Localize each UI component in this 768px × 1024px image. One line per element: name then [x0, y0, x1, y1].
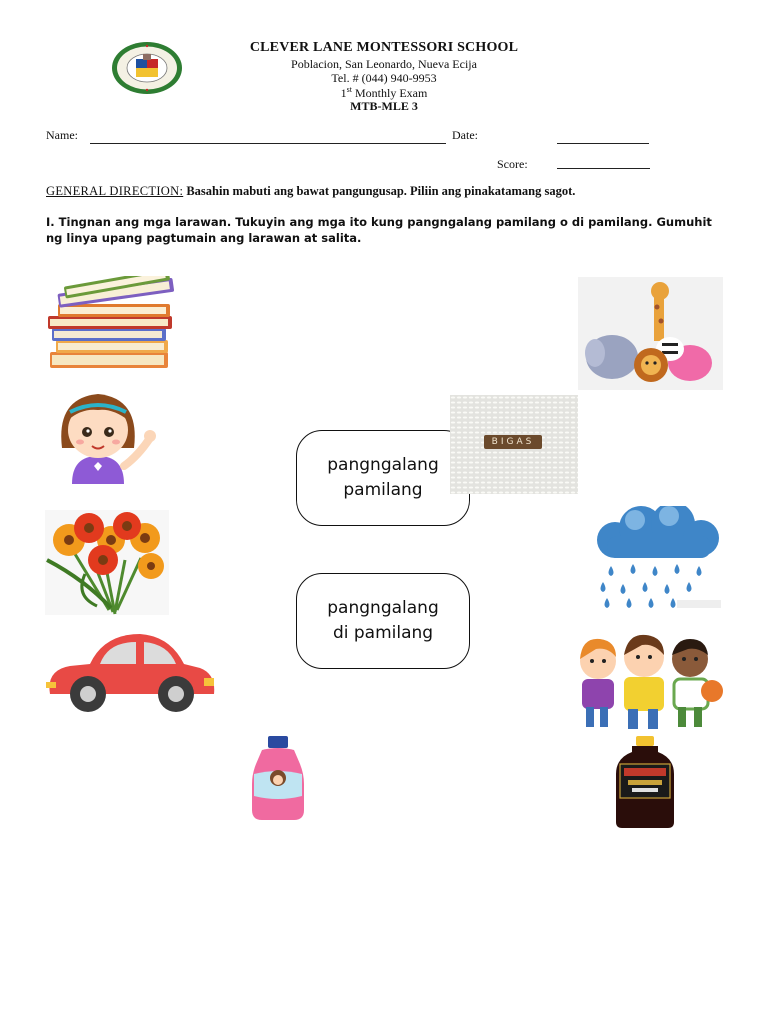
instruction-text: I. Tingnan ang mga larawan. Tukuyin ang mga ito kung pangngalang pamilang o di pamilang. Gumuhit ng linya upang pagtumain ang larawan at salita.	[46, 215, 712, 245]
girl-image[interactable]	[52, 390, 168, 484]
date-field[interactable]	[557, 143, 649, 144]
children-image[interactable]	[568, 627, 724, 733]
soy-sauce-bottle-image[interactable]	[612, 734, 678, 830]
choice-countable-line1: pangngalang	[327, 455, 439, 475]
exam-ordinal-suffix: st	[346, 85, 352, 94]
flowers-image[interactable]	[45, 510, 169, 615]
choice-pangngalang-pamilang[interactable]	[296, 430, 470, 526]
car-image[interactable]	[44, 630, 216, 716]
lotion-bottle-image[interactable]	[246, 734, 310, 822]
school-address: Poblacion, San Leonardo, Nueva Ecija	[291, 57, 477, 71]
choice-uncountable-line2: di pamilang	[332, 623, 434, 643]
school-name: CLEVER LANE MONTESSORI SCHOOL	[249, 40, 519, 55]
score-label: Score:	[497, 157, 528, 171]
choice-uncountable-line1: pangngalang	[327, 598, 439, 618]
name-field[interactable]	[90, 143, 446, 144]
general-direction	[46, 184, 575, 199]
date-label: Date:	[452, 128, 478, 142]
rice-sign: BIGAS	[484, 435, 542, 449]
name-label: Name:	[46, 128, 78, 142]
exam-title-text: Monthly Exam	[355, 86, 428, 100]
subject-title: MTB-MLE 3	[350, 99, 418, 113]
school-telephone: Tel. # (044) 940-9953	[331, 71, 437, 85]
animals-image[interactable]	[578, 277, 723, 390]
exam-ordinal: 1	[340, 86, 347, 100]
score-field[interactable]	[557, 168, 650, 169]
general-direction-text: Basahin mabuti ang bawat pangungusap. Piliin ang pinakatamang sagot.	[186, 184, 576, 198]
general-direction-label: GENERAL DIRECTION:	[46, 184, 184, 198]
rice-image[interactable]	[450, 395, 578, 494]
choice-countable-line2: pamilang	[343, 480, 423, 500]
rain-cloud-image[interactable]	[593, 506, 724, 611]
choice-pangngalang-di-pamilang[interactable]	[296, 573, 470, 669]
books-image[interactable]	[44, 276, 178, 372]
